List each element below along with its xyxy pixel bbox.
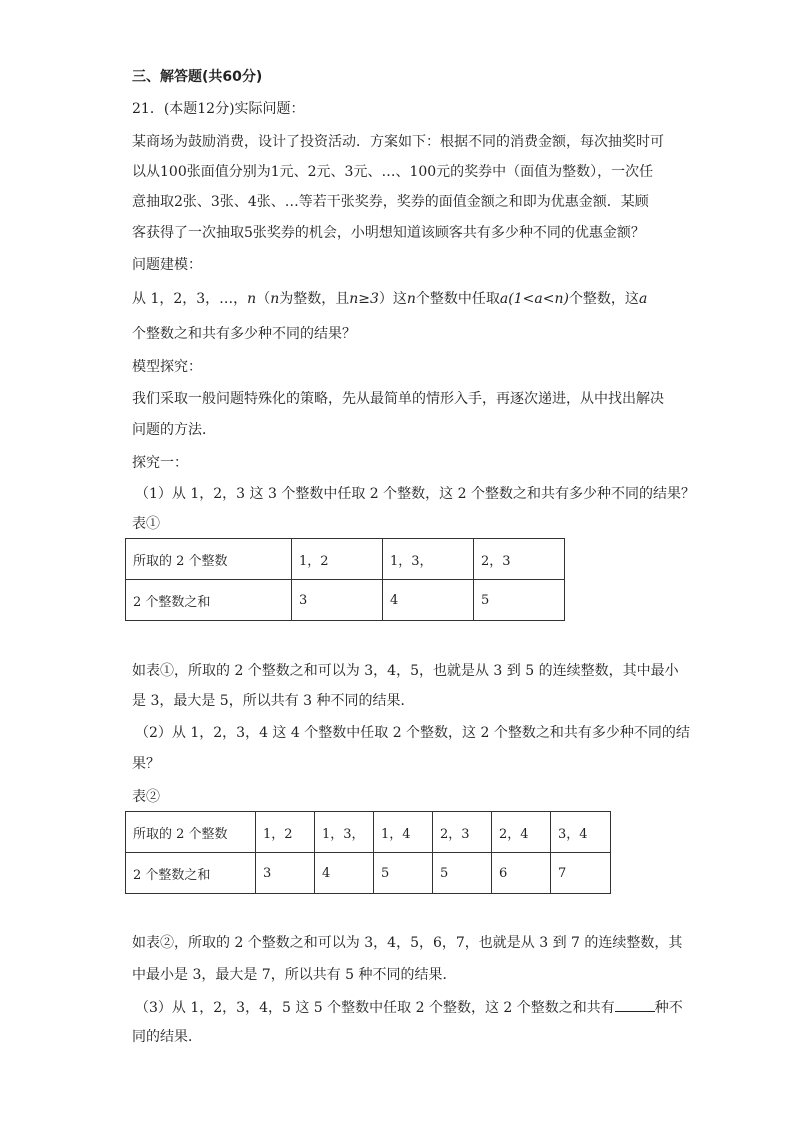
table-cell: 2 个整数之和 bbox=[126, 580, 292, 621]
table-row bbox=[126, 539, 565, 580]
table-cell: 1，2 bbox=[292, 539, 383, 580]
table-cell: 1，4 bbox=[374, 812, 433, 853]
table-cell: 4 bbox=[383, 580, 474, 621]
table-cell: 5 bbox=[433, 853, 492, 894]
problem-line: 某商场为鼓励消费，设计了投资活动．方案如下：根据不同的消费金额，每次抽奖时可 bbox=[132, 134, 664, 150]
explore1-label: 探究一： bbox=[132, 455, 188, 471]
table-cell: 3，4 bbox=[551, 812, 611, 853]
modeling-label: 问题建模： bbox=[132, 257, 202, 273]
table1-analysis: 如表①，所取的 2 个整数之和可以为 3，4，5，也就是从 3 到 5 的连续整数，其中最小 bbox=[132, 663, 679, 679]
table2-analysis: 中最小是 3，最大是 7，所以共有 5 种不同的结果． bbox=[132, 967, 457, 983]
table-cell: 2，3 bbox=[474, 539, 565, 580]
table1-analysis: 是 3，最大是 5，所以共有 3 种不同的结果． bbox=[132, 693, 415, 709]
section-title: 三、解答题(共60分) bbox=[132, 69, 263, 85]
table-cell: 5 bbox=[374, 853, 433, 894]
table-cell: 所取的 2 个整数 bbox=[126, 812, 256, 853]
table-cell: 5 bbox=[474, 580, 565, 621]
table-1 bbox=[125, 538, 565, 621]
problem-line: 意抽取2张、3张、4张、…等若干张奖券，奖券的面值金额之和即为优惠金额．某顾 bbox=[132, 194, 649, 210]
modeling-line-2: 个整数之和共有多少种不同的结果？ bbox=[132, 326, 356, 342]
answer-blank[interactable] bbox=[615, 997, 655, 1012]
table-cell: 7 bbox=[551, 853, 611, 894]
problem-line: 以从100张面值分别为1元、2元、3元、…、100元的奖券中（面值为整数），一次任 bbox=[132, 164, 654, 180]
problem-header: 21．(本题12分)实际问题： bbox=[132, 101, 305, 117]
question-2: （2）从 1，2，3，4 这 4 个整数中任取 2 个整数，这 2 个整数之和共有多少种不同的结 bbox=[135, 725, 690, 741]
table2-analysis: 如表②，所取的 2 个整数之和可以为 3，4，5，6，7，也就是从 3 到 7 的连续整数，其 bbox=[132, 935, 683, 951]
table-row bbox=[126, 580, 565, 621]
table-cell: 2，3 bbox=[433, 812, 492, 853]
table-row bbox=[126, 812, 611, 853]
question-1: （1）从 1，2，3 这 3 个整数中任取 2 个整数，这 2 个整数之和共有多少种不同的结果？ bbox=[135, 486, 695, 502]
table-cell: 1，3， bbox=[383, 539, 474, 580]
table-cell: 3 bbox=[292, 580, 383, 621]
table-cell: 2，4 bbox=[492, 812, 551, 853]
question-3-cont: 同的结果． bbox=[132, 1029, 202, 1045]
question-2-cont: 果？ bbox=[132, 756, 160, 772]
strategy-line: 问题的方法． bbox=[132, 422, 216, 438]
table-row bbox=[126, 853, 611, 894]
table1-caption: 表① bbox=[132, 516, 160, 532]
table-cell: 2 个整数之和 bbox=[126, 853, 256, 894]
table-cell: 1，2 bbox=[256, 812, 315, 853]
table-cell: 3 bbox=[256, 853, 315, 894]
table-cell: 6 bbox=[492, 853, 551, 894]
table2-caption: 表② bbox=[132, 789, 160, 805]
table-2 bbox=[125, 811, 611, 894]
table-cell: 4 bbox=[315, 853, 374, 894]
problem-line: 客获得了一次抽取5张奖券的机会，小明想知道该顾客共有多少种不同的优惠金额？ bbox=[132, 225, 645, 241]
strategy-line: 我们采取一般问题特殊化的策略，先从最简单的情形入手，再逐次递进，从中找出解决 bbox=[132, 391, 664, 407]
range-formula: a(1<a<n) bbox=[499, 291, 569, 307]
modeling-statement: 从 1，2，3，…，n（n为整数，且n≥3）这n个整数中任取a(1<a<n)个整数，这a bbox=[132, 291, 648, 307]
condition-formula: n≥3 bbox=[349, 291, 379, 307]
question-3: （3）从 1，2，3，4，5 这 5 个整数中任取 2 个整数，这 2 个整数之和共有 种不 bbox=[135, 997, 683, 1017]
table-cell: 1，3， bbox=[315, 812, 374, 853]
explore-label: 模型探究： bbox=[132, 359, 202, 375]
table-cell: 所取的 2 个整数 bbox=[126, 539, 292, 580]
